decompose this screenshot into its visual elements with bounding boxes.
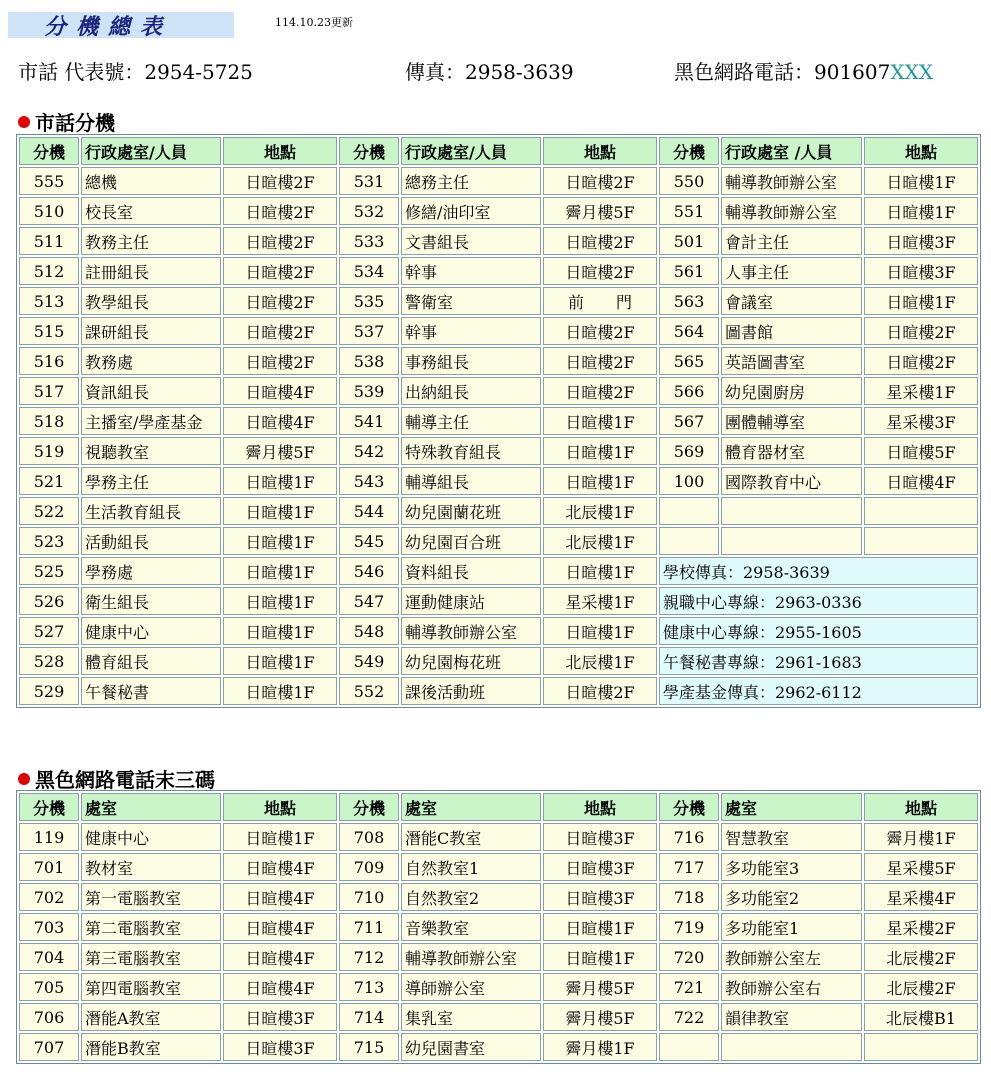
extension-cell: 523 xyxy=(19,527,79,555)
location-cell: 日暄樓3F xyxy=(543,883,657,911)
location-cell: 日暄樓2F xyxy=(223,167,337,195)
office-cell xyxy=(721,527,862,555)
table-row xyxy=(19,913,978,941)
extension-cell: 527 xyxy=(19,617,79,645)
extension-cell: 705 xyxy=(19,973,79,1001)
office-cell: 自然教室2 xyxy=(401,883,541,911)
office-cell: 教務主任 xyxy=(81,227,221,255)
location-cell: 前 門 xyxy=(543,287,657,315)
location-cell: 日暄樓1F xyxy=(223,677,337,705)
extension-cell: 521 xyxy=(19,467,79,495)
extension-cell: 713 xyxy=(339,973,399,1001)
column-header: 地點 xyxy=(864,793,978,821)
table-row xyxy=(19,677,978,705)
extension-cell: 564 xyxy=(659,317,719,345)
location-cell: 日暄樓2F xyxy=(543,677,657,705)
column-header: 分機 xyxy=(19,137,79,165)
table-row xyxy=(19,497,978,525)
office-cell: 健康中心 xyxy=(81,823,221,851)
location-cell: 日暄樓1F xyxy=(223,617,337,645)
office-cell: 團體輔導室 xyxy=(721,407,862,435)
extension-cell: 706 xyxy=(19,1003,79,1031)
office-cell: 第三電腦教室 xyxy=(81,943,221,971)
table-row xyxy=(19,317,978,345)
location-cell: 日暄樓4F xyxy=(864,467,978,495)
location-cell: 日暄樓1F xyxy=(223,467,337,495)
office-cell: 音樂教室 xyxy=(401,913,541,941)
location-cell: 日暄樓4F xyxy=(223,883,337,911)
office-cell: 教學組長 xyxy=(81,287,221,315)
office-cell: 多功能室2 xyxy=(721,883,862,911)
office-cell: 潛能C教室 xyxy=(401,823,541,851)
location-cell: 霽月樓5F xyxy=(543,1003,657,1031)
location-cell: 日暄樓1F xyxy=(223,497,337,525)
black-phone-table xyxy=(16,790,981,1064)
note-cell: 健康中心專線：2955-1605 xyxy=(659,617,978,645)
fax-number: 傳真：2958-3639 xyxy=(405,60,574,84)
office-cell: 體育器材室 xyxy=(721,437,862,465)
extension-cell: 119 xyxy=(19,823,79,851)
office-cell xyxy=(721,497,862,525)
table-row xyxy=(19,557,978,585)
extension-cell: 717 xyxy=(659,853,719,881)
table-row xyxy=(19,973,978,1001)
location-cell: 北辰樓B1 xyxy=(864,1003,978,1031)
extension-cell: 546 xyxy=(339,557,399,585)
column-header: 地點 xyxy=(543,793,657,821)
location-cell: 日暄樓1F xyxy=(543,913,657,941)
office-cell: 智慧教室 xyxy=(721,823,862,851)
extension-cell: 716 xyxy=(659,823,719,851)
location-cell: 日暄樓3F xyxy=(223,1003,337,1031)
location-cell: 日暄樓2F xyxy=(864,317,978,345)
office-cell: 主播室/學產基金 xyxy=(81,407,221,435)
extension-cell: 563 xyxy=(659,287,719,315)
location-cell: 日暄樓2F xyxy=(543,227,657,255)
black-phone-suffix: XXX xyxy=(890,60,934,84)
office-cell: 課後活動班 xyxy=(401,677,541,705)
office-cell: 資訊組長 xyxy=(81,377,221,405)
extension-cell: 703 xyxy=(19,913,79,941)
office-cell: 課研組長 xyxy=(81,317,221,345)
extension-cell: 721 xyxy=(659,973,719,1001)
city-section-title xyxy=(18,107,115,136)
extension-cell: 522 xyxy=(19,497,79,525)
column-header: 行政處室 /人員 xyxy=(721,137,862,165)
office-cell: 輔導主任 xyxy=(401,407,541,435)
extension-cell: 719 xyxy=(659,913,719,941)
extension-cell: 529 xyxy=(19,677,79,705)
location-cell: 日暄樓1F xyxy=(223,647,337,675)
table-row xyxy=(19,377,978,405)
location-cell: 北辰樓2F xyxy=(864,943,978,971)
extension-cell: 513 xyxy=(19,287,79,315)
office-cell: 活動組長 xyxy=(81,527,221,555)
location-cell: 日暄樓1F xyxy=(223,823,337,851)
office-cell: 體育組長 xyxy=(81,647,221,675)
office-cell xyxy=(721,1033,862,1061)
location-cell: 星采樓5F xyxy=(864,853,978,881)
location-cell: 日暄樓1F xyxy=(223,527,337,555)
table-row xyxy=(19,257,978,285)
table-row xyxy=(19,943,978,971)
office-cell: 視聽教室 xyxy=(81,437,221,465)
location-cell: 日暄樓3F xyxy=(864,257,978,285)
column-header: 行政處室/人員 xyxy=(401,137,541,165)
column-header: 分機 xyxy=(339,793,399,821)
location-cell: 日暄樓1F xyxy=(864,167,978,195)
office-cell: 輔導教師辦公室 xyxy=(401,943,541,971)
column-header: 處室 xyxy=(401,793,541,821)
location-cell: 星采樓1F xyxy=(864,377,978,405)
extension-cell: 531 xyxy=(339,167,399,195)
extension-cell: 510 xyxy=(19,197,79,225)
office-cell: 多功能室1 xyxy=(721,913,862,941)
table-row xyxy=(19,617,978,645)
extension-cell: 565 xyxy=(659,347,719,375)
extension-cell xyxy=(659,527,719,555)
extension-cell: 561 xyxy=(659,257,719,285)
office-cell: 圖書館 xyxy=(721,317,862,345)
location-cell: 日暄樓1F xyxy=(543,437,657,465)
extension-cell: 704 xyxy=(19,943,79,971)
extension-cell: 537 xyxy=(339,317,399,345)
office-cell: 總務主任 xyxy=(401,167,541,195)
extension-cell: 528 xyxy=(19,647,79,675)
location-cell: 星采樓4F xyxy=(864,883,978,911)
office-cell: 輔導教師辦公室 xyxy=(401,617,541,645)
location-cell: 霽月樓1F xyxy=(543,1033,657,1061)
location-cell: 日暄樓5F xyxy=(864,437,978,465)
location-cell: 日暄樓1F xyxy=(543,617,657,645)
office-cell: 會計主任 xyxy=(721,227,862,255)
column-header: 地點 xyxy=(223,793,337,821)
location-cell: 日暄樓4F xyxy=(223,913,337,941)
contact-line xyxy=(18,56,978,82)
table-row xyxy=(19,647,978,675)
location-cell: 日暄樓1F xyxy=(864,287,978,315)
location-cell: 日暄樓2F xyxy=(864,347,978,375)
extension-cell: 567 xyxy=(659,407,719,435)
office-cell: 第四電腦教室 xyxy=(81,973,221,1001)
office-cell: 幼兒園百合班 xyxy=(401,527,541,555)
office-cell: 幹事 xyxy=(401,257,541,285)
extension-cell: 555 xyxy=(19,167,79,195)
extension-cell: 525 xyxy=(19,557,79,585)
extension-cell: 550 xyxy=(659,167,719,195)
extension-cell: 515 xyxy=(19,317,79,345)
location-cell: 霽月樓5F xyxy=(543,197,657,225)
table-row xyxy=(19,287,978,315)
office-cell: 幼兒園書室 xyxy=(401,1033,541,1061)
office-cell: 集乳室 xyxy=(401,1003,541,1031)
location-cell: 日暄樓1F xyxy=(864,197,978,225)
location-cell: 日暄樓1F xyxy=(543,943,657,971)
location-cell: 霽月樓5F xyxy=(223,437,337,465)
office-cell: 幼兒園廚房 xyxy=(721,377,862,405)
office-cell: 生活教育組長 xyxy=(81,497,221,525)
office-cell: 學務主任 xyxy=(81,467,221,495)
office-cell: 人事主任 xyxy=(721,257,862,285)
extension-cell: 512 xyxy=(19,257,79,285)
location-cell: 北辰樓1F xyxy=(543,527,657,555)
location-cell: 日暄樓2F xyxy=(543,317,657,345)
column-header: 地點 xyxy=(864,137,978,165)
location-cell: 日暄樓2F xyxy=(543,377,657,405)
column-header: 處室 xyxy=(721,793,862,821)
extension-cell: 549 xyxy=(339,647,399,675)
location-cell: 日暄樓2F xyxy=(223,257,337,285)
location-cell: 日暄樓2F xyxy=(543,257,657,285)
location-cell: 日暄樓4F xyxy=(223,853,337,881)
note-cell: 午餐秘書專線：2961-1683 xyxy=(659,647,978,675)
extension-cell: 708 xyxy=(339,823,399,851)
location-cell: 北辰樓1F xyxy=(543,647,657,675)
extension-cell: 517 xyxy=(19,377,79,405)
extension-cell xyxy=(659,497,719,525)
city-section-label: 市話分機 xyxy=(35,111,115,135)
location-cell: 日暄樓2F xyxy=(543,167,657,195)
location-cell: 日暄樓4F xyxy=(223,377,337,405)
location-cell: 霽月樓5F xyxy=(543,973,657,1001)
extension-cell: 711 xyxy=(339,913,399,941)
location-cell: 日暄樓1F xyxy=(223,557,337,585)
location-cell: 星采樓1F xyxy=(543,587,657,615)
extension-cell: 707 xyxy=(19,1033,79,1061)
extension-cell: 519 xyxy=(19,437,79,465)
extension-cell: 722 xyxy=(659,1003,719,1031)
location-cell: 日暄樓2F xyxy=(223,287,337,315)
extension-cell: 516 xyxy=(19,347,79,375)
location-cell: 日暄樓2F xyxy=(223,317,337,345)
location-cell xyxy=(864,497,978,525)
office-cell: 衛生組長 xyxy=(81,587,221,615)
extension-cell: 714 xyxy=(339,1003,399,1031)
location-cell: 日暄樓2F xyxy=(223,227,337,255)
extension-cell: 702 xyxy=(19,883,79,911)
location-cell: 日暄樓3F xyxy=(543,823,657,851)
office-cell: 健康中心 xyxy=(81,617,221,645)
extension-cell: 569 xyxy=(659,437,719,465)
office-cell: 文書組長 xyxy=(401,227,541,255)
table-row xyxy=(19,1003,978,1031)
office-cell: 幹事 xyxy=(401,317,541,345)
office-cell: 第一電腦教室 xyxy=(81,883,221,911)
extension-cell: 709 xyxy=(339,853,399,881)
location-cell: 日暄樓1F xyxy=(223,587,337,615)
location-cell: 日暄樓1F xyxy=(543,557,657,585)
office-cell: 多功能室3 xyxy=(721,853,862,881)
office-cell: 教材室 xyxy=(81,853,221,881)
extension-cell: 544 xyxy=(339,497,399,525)
office-cell: 國際教育中心 xyxy=(721,467,862,495)
table-row xyxy=(19,437,978,465)
extension-cell: 552 xyxy=(339,677,399,705)
column-header: 地點 xyxy=(543,137,657,165)
location-cell xyxy=(864,1033,978,1061)
office-cell: 自然教室1 xyxy=(401,853,541,881)
extension-cell: 551 xyxy=(659,197,719,225)
office-cell: 特殊教育組長 xyxy=(401,437,541,465)
column-header: 行政處室/人員 xyxy=(81,137,221,165)
location-cell: 日暄樓3F xyxy=(223,1033,337,1061)
black-phone xyxy=(674,56,933,85)
location-cell: 北辰樓2F xyxy=(864,973,978,1001)
table-row xyxy=(19,1033,978,1061)
extension-cell: 511 xyxy=(19,227,79,255)
office-cell: 輔導組長 xyxy=(401,467,541,495)
extension-cell: 501 xyxy=(659,227,719,255)
table-row xyxy=(19,467,978,495)
office-cell: 事務組長 xyxy=(401,347,541,375)
office-cell: 修繕/油印室 xyxy=(401,197,541,225)
location-cell: 日暄樓2F xyxy=(543,347,657,375)
office-cell: 潛能A教室 xyxy=(81,1003,221,1031)
extension-cell: 541 xyxy=(339,407,399,435)
column-header: 分機 xyxy=(659,793,719,821)
office-cell: 資料組長 xyxy=(401,557,541,585)
extension-cell: 533 xyxy=(339,227,399,255)
office-cell: 第二電腦教室 xyxy=(81,913,221,941)
note-cell: 親職中心專線：2963-0336 xyxy=(659,587,978,615)
black-section-title xyxy=(18,764,215,793)
column-header: 分機 xyxy=(659,137,719,165)
table-header-row xyxy=(19,137,978,165)
office-cell: 英語圖書室 xyxy=(721,347,862,375)
black-section-label: 黑色網路電話末三碼 xyxy=(35,768,215,792)
office-cell: 輔導教師辦公室 xyxy=(721,167,862,195)
location-cell xyxy=(864,527,978,555)
table-row xyxy=(19,227,978,255)
extension-cell: 518 xyxy=(19,407,79,435)
table-header-row xyxy=(19,793,978,821)
extension-cell: 526 xyxy=(19,587,79,615)
table-row xyxy=(19,167,978,195)
office-cell: 輔導教師辦公室 xyxy=(721,197,862,225)
extension-cell: 701 xyxy=(19,853,79,881)
office-cell: 潛能B教室 xyxy=(81,1033,221,1061)
location-cell: 日暄樓1F xyxy=(543,467,657,495)
extension-cell: 543 xyxy=(339,467,399,495)
office-cell: 總機 xyxy=(81,167,221,195)
office-cell: 午餐秘書 xyxy=(81,677,221,705)
location-cell: 日暄樓2F xyxy=(223,347,337,375)
location-cell: 日暄樓4F xyxy=(223,973,337,1001)
location-cell: 日暄樓3F xyxy=(543,853,657,881)
office-cell: 導師辦公室 xyxy=(401,973,541,1001)
column-header: 處室 xyxy=(81,793,221,821)
office-cell: 幼兒園蘭花班 xyxy=(401,497,541,525)
page-title: 分機總表 xyxy=(44,15,173,40)
location-cell: 日暄樓3F xyxy=(864,227,978,255)
office-cell: 註冊組長 xyxy=(81,257,221,285)
office-cell: 警衛室 xyxy=(401,287,541,315)
extension-cell: 712 xyxy=(339,943,399,971)
column-header: 地點 xyxy=(223,137,337,165)
office-cell: 出納組長 xyxy=(401,377,541,405)
extension-cell: 542 xyxy=(339,437,399,465)
note-cell: 學產基金傳真：2962-6112 xyxy=(659,677,978,705)
column-header: 分機 xyxy=(19,793,79,821)
location-cell: 日暄樓1F xyxy=(543,407,657,435)
table-row xyxy=(19,407,978,435)
extension-cell: 566 xyxy=(659,377,719,405)
extension-cell: 718 xyxy=(659,883,719,911)
column-header: 分機 xyxy=(339,137,399,165)
table-row xyxy=(19,197,978,225)
extension-cell: 547 xyxy=(339,587,399,615)
extension-cell: 720 xyxy=(659,943,719,971)
office-cell: 教務處 xyxy=(81,347,221,375)
office-cell: 會議室 xyxy=(721,287,862,315)
extension-cell: 710 xyxy=(339,883,399,911)
office-cell: 教師辦公室右 xyxy=(721,973,862,1001)
extension-cell: 534 xyxy=(339,257,399,285)
office-cell: 幼兒園梅花班 xyxy=(401,647,541,675)
office-cell: 學務處 xyxy=(81,557,221,585)
extension-cell: 545 xyxy=(339,527,399,555)
table-row xyxy=(19,823,978,851)
bullet-dot-icon xyxy=(18,116,30,128)
extension-cell: 548 xyxy=(339,617,399,645)
extension-cell: 532 xyxy=(339,197,399,225)
main-phone: 市話 代表號：2954-5725 xyxy=(18,60,253,84)
extension-cell: 535 xyxy=(339,287,399,315)
bullet-dot-icon xyxy=(18,773,30,785)
location-cell: 日暄樓2F xyxy=(223,197,337,225)
location-cell: 北辰樓1F xyxy=(543,497,657,525)
table-row xyxy=(19,347,978,375)
table-row xyxy=(19,853,978,881)
location-cell: 日暄樓4F xyxy=(223,943,337,971)
office-cell: 教師辦公室左 xyxy=(721,943,862,971)
table-row xyxy=(19,527,978,555)
table-row xyxy=(19,587,978,615)
extension-cell: 539 xyxy=(339,377,399,405)
extension-cell: 715 xyxy=(339,1033,399,1061)
note-cell: 學校傳真：2958-3639 xyxy=(659,557,978,585)
location-cell: 星采樓2F xyxy=(864,913,978,941)
office-cell: 運動健康站 xyxy=(401,587,541,615)
location-cell: 日暄樓4F xyxy=(223,407,337,435)
location-cell: 霽月樓1F xyxy=(864,823,978,851)
office-cell: 校長室 xyxy=(81,197,221,225)
office-cell: 韻律教室 xyxy=(721,1003,862,1031)
updated-date: 114.10.23更新 xyxy=(275,16,353,29)
location-cell: 星采樓3F xyxy=(864,407,978,435)
table-row xyxy=(19,883,978,911)
extension-cell: 538 xyxy=(339,347,399,375)
black-phone-prefix: 黑色網路電話：901607 xyxy=(674,60,891,84)
extension-cell: 100 xyxy=(659,467,719,495)
city-extension-table xyxy=(16,134,981,708)
extension-cell xyxy=(659,1033,719,1061)
